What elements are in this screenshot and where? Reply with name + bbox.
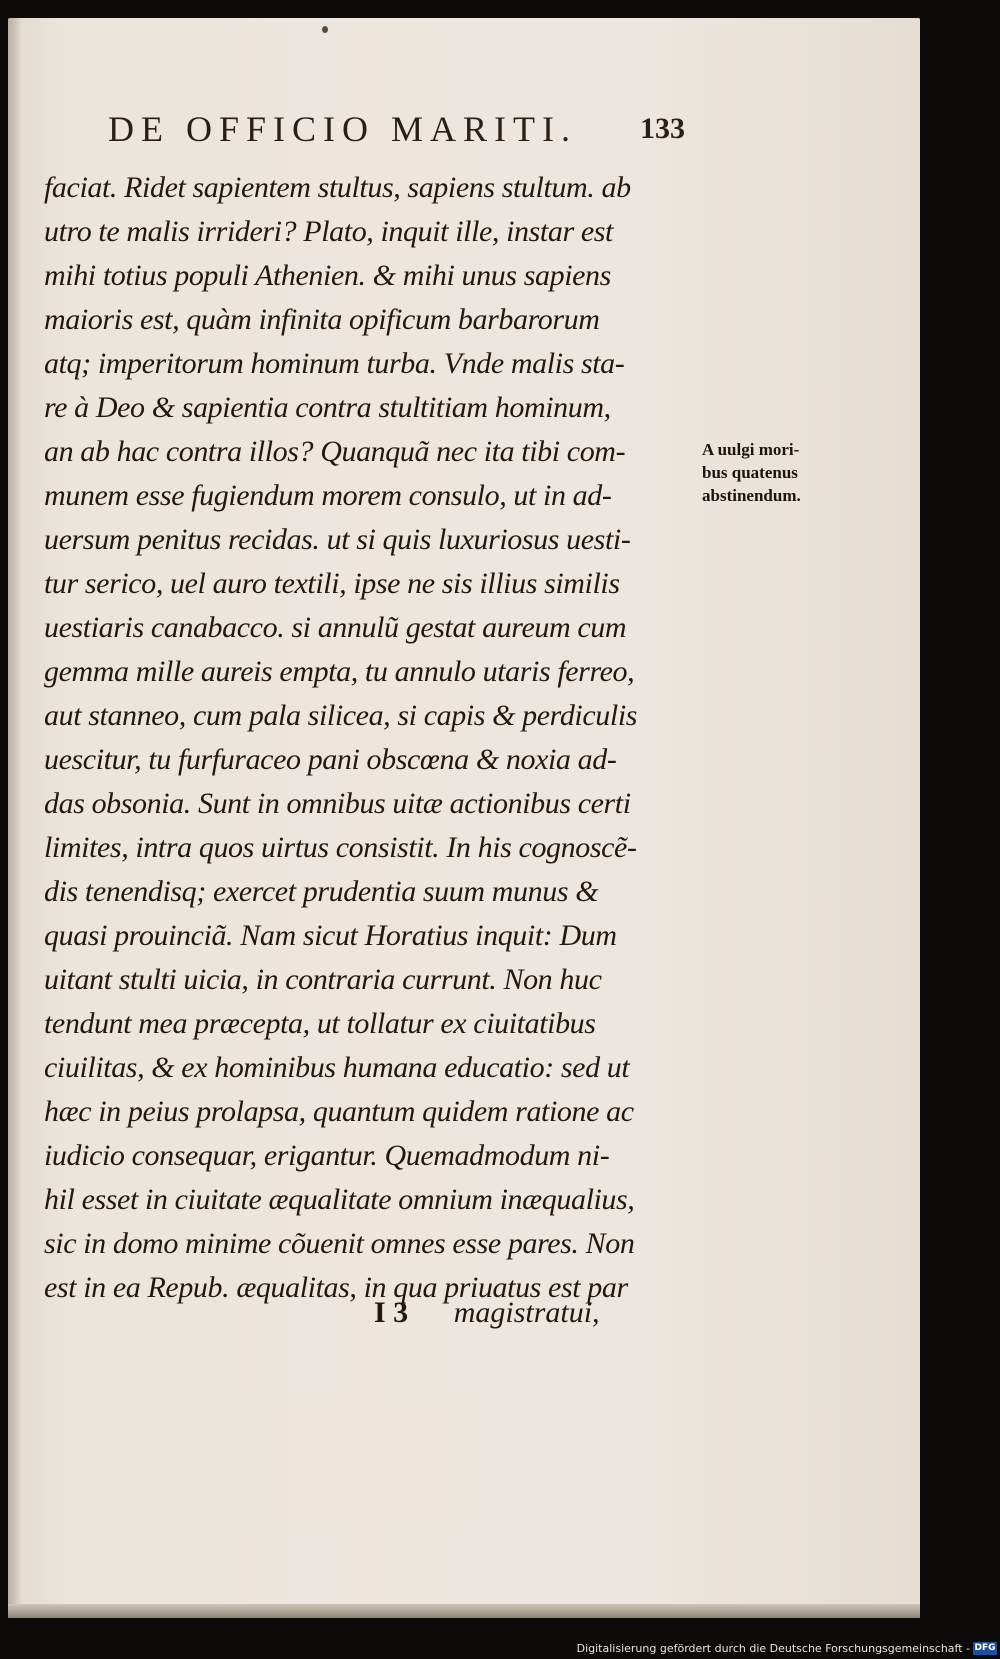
text-line: est in ea Repub. æqualitas, in qua priuatus est par: [44, 1271, 628, 1304]
marginal-note-line: A uulgi mori-: [702, 440, 800, 459]
text-line: uescitur, tu furfuraceo pani obscœna & noxia ad-: [44, 743, 617, 776]
text-line: tur serico, uel auro textili, ipse ne sis illius similis: [44, 567, 620, 600]
text-line: atq; imperitorum hominum turba. Vnde malis sta-: [44, 347, 625, 380]
ink-spot: [322, 26, 328, 33]
catchword: magistratui,: [453, 1296, 600, 1329]
marginal-note-line: bus quatenus: [702, 463, 798, 482]
text-line: uestiaris canabacco. si annulũ gestat aureum cum: [44, 611, 627, 644]
page-footer: [374, 1296, 600, 1330]
text-line: hil esset in ciuitate æqualitate omnium inæqualius,: [44, 1183, 635, 1216]
text-line: tendunt mea præcepta, ut tollatur ex ciuitatibus: [44, 1007, 596, 1040]
text-line: uersum penitus recidas. ut si quis luxuriosus uesti-: [44, 523, 631, 556]
text-line: das obsonia. Sunt in omnibus uitæ actionibus certi: [44, 787, 631, 820]
funding-credit: Digitalisierung gefördert durch die Deutsche Forschungsgemeinschaft -: [576, 1642, 970, 1655]
text-line: maioris est, quàm infinita opificum barbarorum: [44, 303, 600, 336]
text-line: re à Deo & sapientia contra stultitiam hominum,: [44, 391, 611, 424]
text-line: mihi totius populi Athenien. & mihi unus sapiens: [44, 259, 611, 292]
marginal-note-line: abstinendum.: [702, 486, 801, 505]
running-head: DE OFFICIO MARITI.: [108, 109, 578, 149]
signature-mark: I 3: [374, 1296, 409, 1329]
text-line: aut stanneo, cum pala silicea, si capis & perdiculis: [44, 699, 638, 732]
text-line: dis tenendisq; exercet prudentia suum munus &: [44, 875, 599, 908]
body-text: [44, 166, 694, 1310]
page-number: 133: [640, 112, 685, 145]
text-line: faciat. Ridet sapientem stultus, sapiens stultum. ab: [44, 171, 631, 204]
page-edge: [8, 1604, 920, 1618]
text-line: munem esse fugiendum morem consulo, ut in ad-: [44, 479, 612, 512]
text-line: hæc in peius prolapsa, quantum quidem ratione ac: [44, 1095, 634, 1128]
text-line: gemma mille aureis empta, tu annulo utaris ferreo,: [44, 655, 635, 688]
marginal-note: [702, 438, 872, 507]
text-line: limites, intra quos uirtus consistit. In his cognoscẽ-: [44, 831, 637, 864]
text-line: iudicio consequar, erigantur. Quemadmodum ni-: [44, 1139, 610, 1172]
text-line: uitant stulti uicia, in contraria currunt. Non huc: [44, 963, 602, 996]
text-line: ciuilitas, & ex hominibus humana educatio: sed ut: [44, 1051, 630, 1084]
text-line: an ab hac contra illos? Quanquã nec ita tibi com-: [44, 435, 626, 468]
text-line: sic in domo minime cõuenit omnes esse pares. Non: [44, 1227, 635, 1260]
dfg-logo: DFG: [974, 1643, 996, 1653]
text-line: utro te malis irrideri? Plato, inquit ille, instar est: [44, 215, 613, 248]
text-line: quasi prouinciã. Nam sicut Horatius inquit: Dum: [44, 919, 617, 952]
